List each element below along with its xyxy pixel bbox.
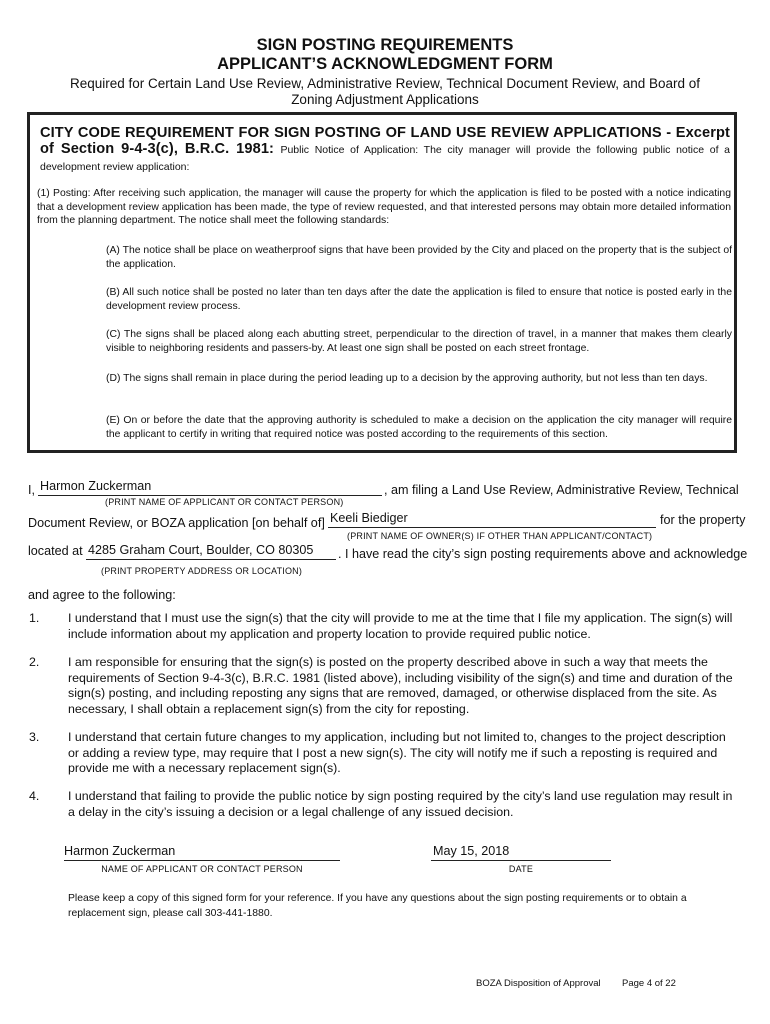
form-title-line-1: SIGN POSTING REQUIREMENTS xyxy=(256,36,514,54)
posting-paragraph: (1) Posting: After receiving such application, the manager will cause the property for which the application is filed to be posted with a notice indicating that a development review application has been made, the type of review requested, and that interested persons may obtain more detailed information from the planning department. The notice shall meet the following standards: xyxy=(37,188,731,226)
item-3-number: 3. xyxy=(29,730,40,744)
code-heading-bold: CITY CODE REQUIREMENT FOR SIGN POSTING OF LAND USE REVIEW APPLICATIONS - Excerpt of Section 9-4-3(c), B.R.C. 1981: xyxy=(40,125,730,157)
code-requirement-box xyxy=(27,112,737,453)
caption-address: (PRINT PROPERTY ADDRESS OR LOCATION) xyxy=(101,566,303,576)
caption-owner-name: (PRINT NAME OF OWNER(S) IF OTHER THAN APPLICANT/CONTACT) xyxy=(347,531,653,541)
item-4-text: I understand that failing to provide the public notice by sign posting required by the city’s land use regulation may result in a delay in the city’s issuing a decision or a legal challenge of any issued decision. xyxy=(68,789,733,819)
standard-a: (A) The notice shall be place on weatherproof signs that have been provided by the City and placed on the property that is the subject of the application. xyxy=(106,245,732,270)
text-doc-review: Document Review, or BOZA application [on behalf of] xyxy=(28,516,325,530)
text-for-property: for the property xyxy=(660,513,746,527)
text-located-at: located at xyxy=(28,544,83,558)
date-field[interactable] xyxy=(431,845,611,861)
item-2-text: I am responsible for ensuring that the sign(s) is posted on the property described above in such a way that meets the requirements of Section 9-4-3(c), B.R.C. 1981 (listed above), including visibility of the sign(s) and time and duration of the sign(s) posting, and including reposting any signs that are removed, damaged, or otherwise displaced from the site. As necessary, I shall obtain a replacement sign(s) from the city for reposting. xyxy=(68,655,733,716)
form-title-line-2: APPLICANT’S ACKNOWLEDGMENT FORM xyxy=(217,55,553,73)
code-requirement-heading xyxy=(40,125,730,175)
owner-name-value: Keeli Biediger xyxy=(330,511,408,525)
date-caption: DATE xyxy=(508,864,534,874)
form-subtitle-line-1: Required for Certain Land Use Review, Administrative Review, Technical Document Review, and Board of xyxy=(69,76,701,91)
address-field[interactable] xyxy=(86,545,336,560)
signature-name-value: Harmon Zuckerman xyxy=(64,844,176,858)
address-value: 4285 Graham Court, Boulder, CO 80305 xyxy=(88,543,314,557)
caption-applicant-name: (PRINT NAME OF APPLICANT OR CONTACT PERSON) xyxy=(105,497,344,507)
footer-note: Please keep a copy of this signed form for your reference. If you have any questions about the sign posting requirements or to obtain a replacement sign, please call 303-441-1880. xyxy=(68,893,687,919)
standard-b: (B) All such notice shall be posted no later than ten days after the date the application is filed to ensure that notice is posted early in the development review process. xyxy=(106,287,732,312)
owner-name-field[interactable] xyxy=(328,513,656,528)
standard-d: (D) The signs shall remain in place during the period leading up to a decision by the approving authority, but not less than ten days. xyxy=(106,373,708,384)
standard-c: (C) The signs shall be placed along each abutting street, perpendicular to the direction of travel, in a manner that makes them clearly visible to neighboring residents and passers-by. At least one sign shall be posted on each street frontage. xyxy=(106,329,732,354)
item-4-number: 4. xyxy=(29,789,40,803)
standard-e: (E) On or before the date that the approving authority is scheduled to make a decision on the application the city manager will require the applicant to certify in writing that required notice was posted according to the requirements of this section. xyxy=(106,415,732,440)
signature-name-field[interactable] xyxy=(64,845,340,861)
item-1-text: I understand that I must use the sign(s) that the city will provide to me at the time that I file my application. The sign(s) will include information about my application and property location to provide required public notice. xyxy=(68,611,733,641)
prefix-i: I, xyxy=(28,483,35,497)
form-subtitle-line-2: Zoning Adjustment Applications xyxy=(291,92,479,107)
footer-page-number: Page 4 of 22 xyxy=(622,978,676,989)
text-agree: and agree to the following: xyxy=(28,588,176,602)
text-after-name: , am filing a Land Use Review, Administrative Review, Technical xyxy=(384,483,739,497)
code-heading-intro: Public Notice of Application: The city manager will provide the following public notice of a development review application: xyxy=(40,144,730,173)
item-3-text: I understand that certain future changes to my application, including but not limited to, changes to the project description or adding a review type, may require that I post a new sign(s). The city will notify me if such a reposting is required and provide me with a necessary replacement sign(s). xyxy=(68,730,726,775)
text-read-requirements: . I have read the city’s sign posting requirements above and acknowledge xyxy=(338,547,748,561)
footer-doc-name: BOZA Disposition of Approval xyxy=(476,978,601,989)
applicant-name-value: Harmon Zuckerman xyxy=(40,479,152,493)
item-1-number: 1. xyxy=(29,611,40,625)
item-2-number: 2. xyxy=(29,655,40,669)
date-value: May 15, 2018 xyxy=(433,844,510,858)
signature-name-caption: NAME OF APPLICANT OR CONTACT PERSON xyxy=(101,864,303,874)
applicant-name-field[interactable] xyxy=(38,481,382,496)
